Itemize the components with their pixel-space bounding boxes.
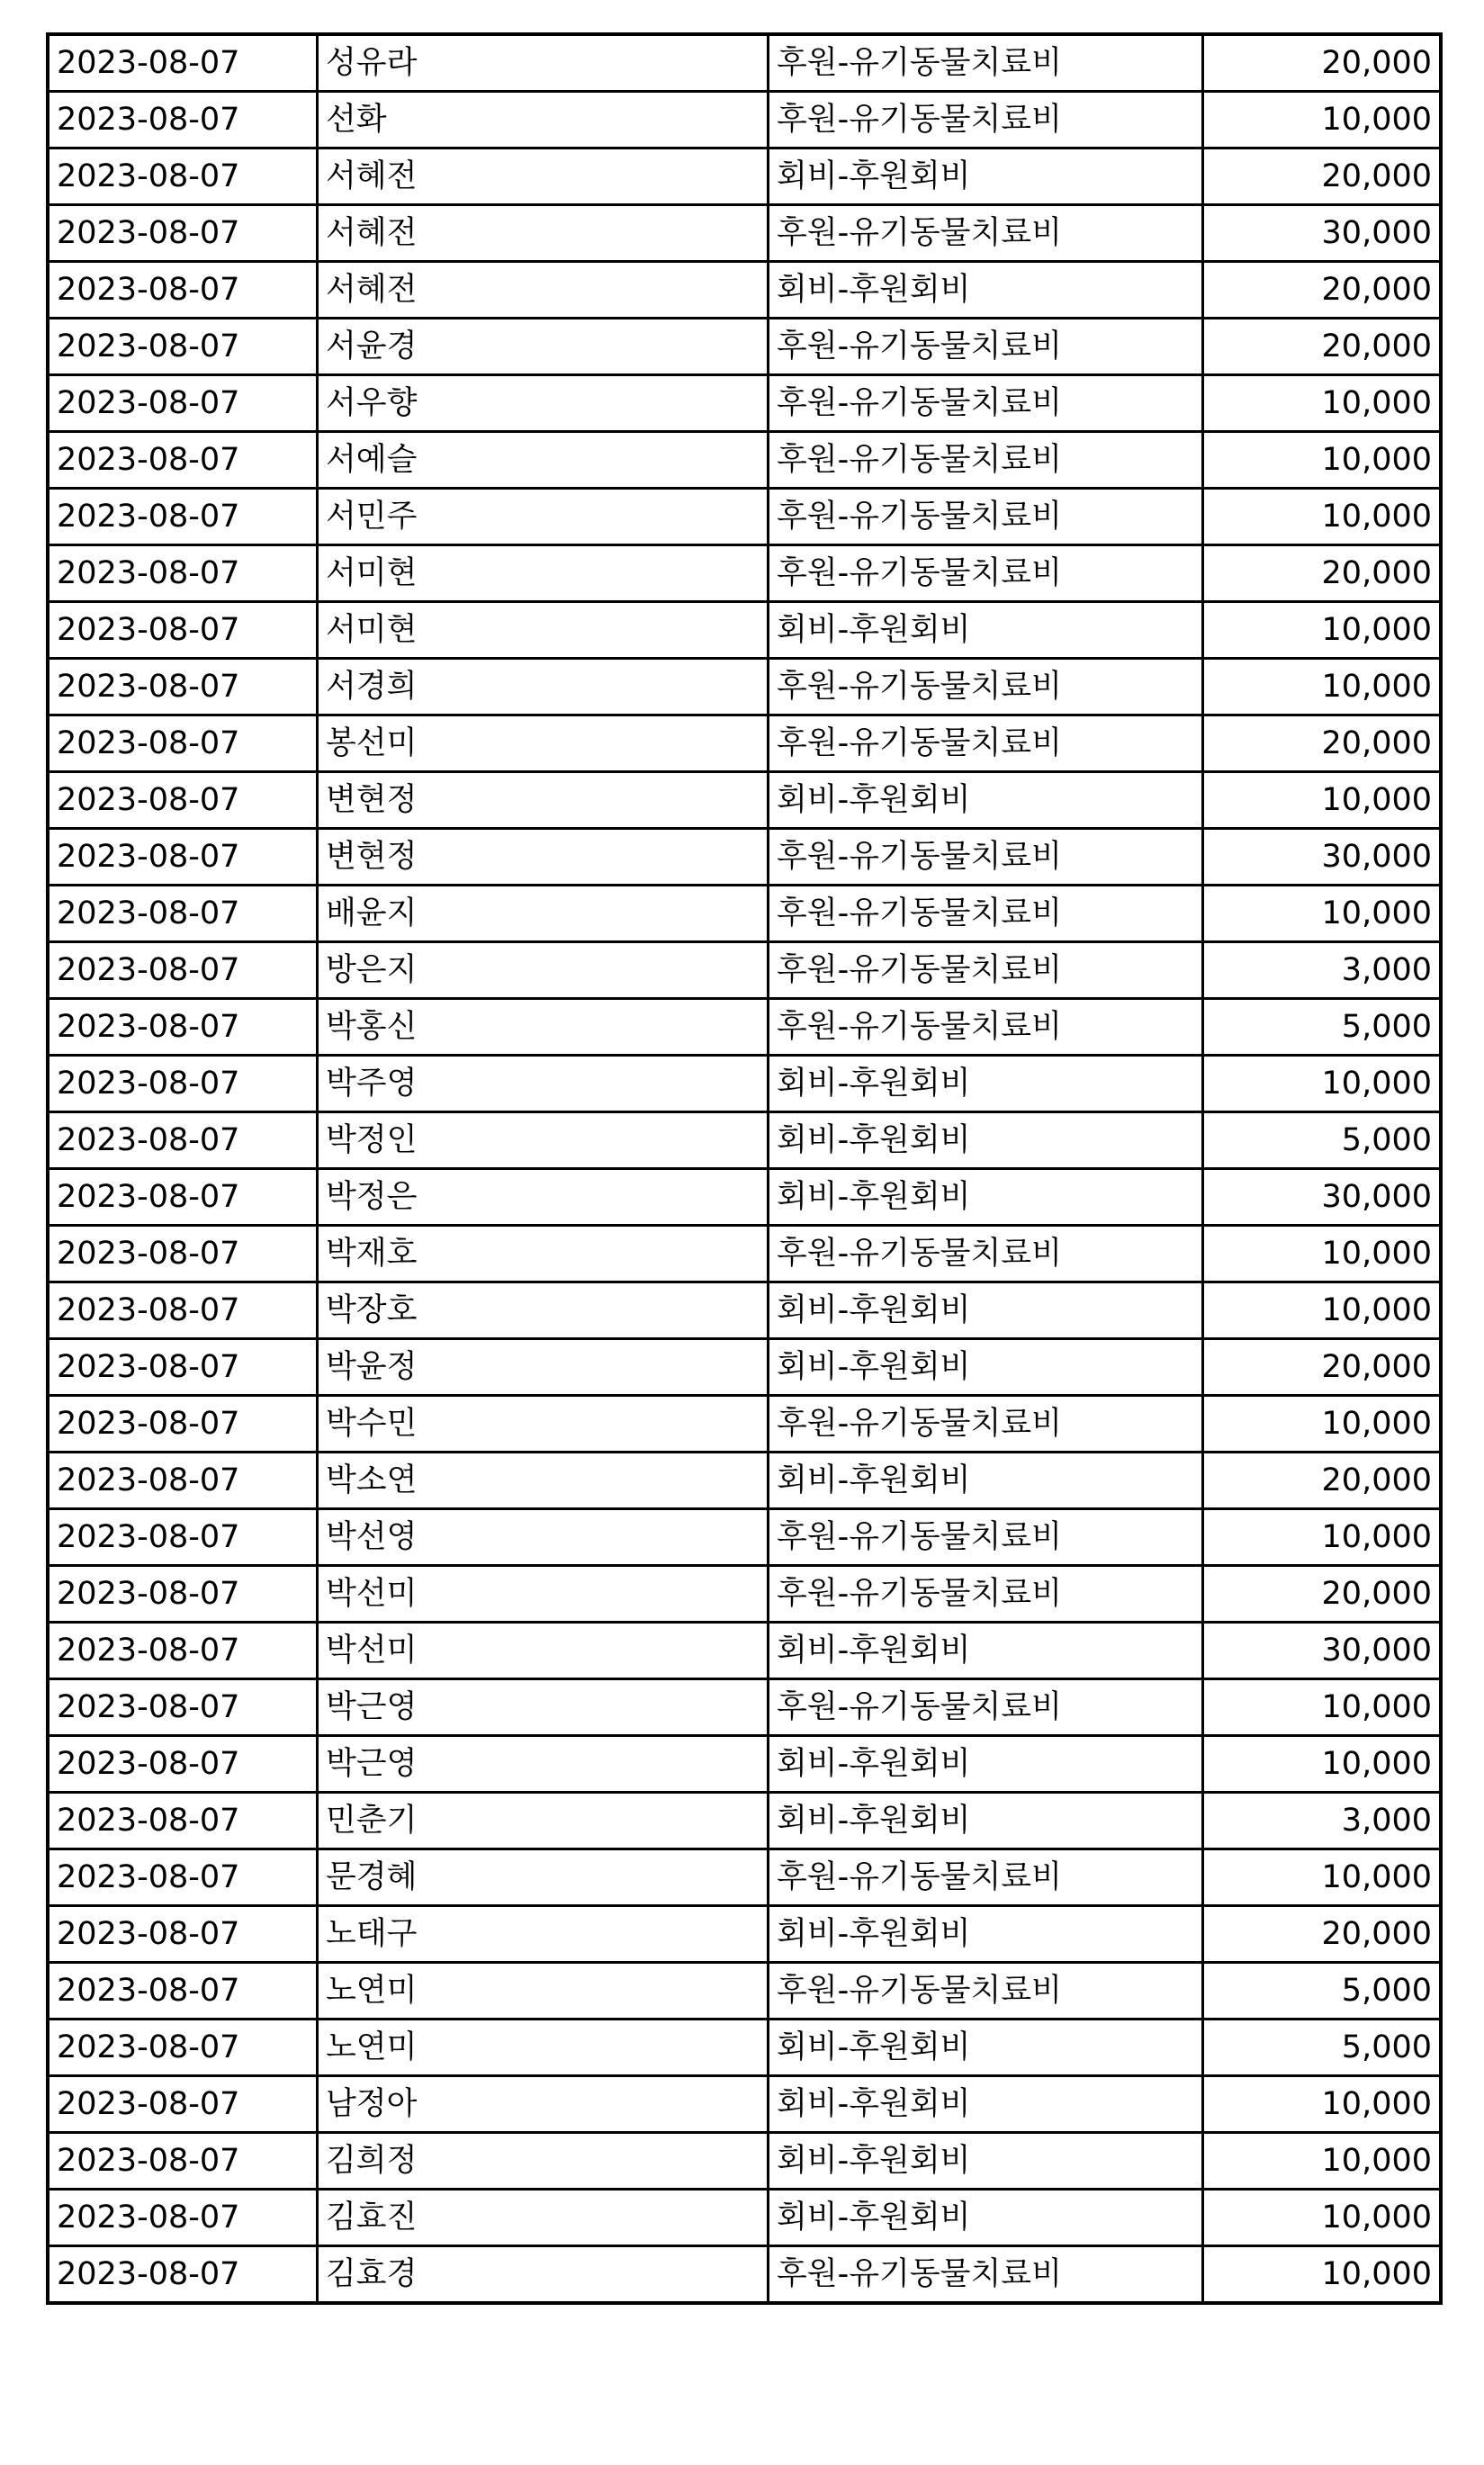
category-cell: 후원-유기동물치료비 bbox=[769, 1396, 1203, 1453]
date-cell: 2023-08-07 bbox=[48, 489, 318, 545]
date-cell: 2023-08-07 bbox=[48, 1453, 318, 1509]
table-row bbox=[48, 772, 1441, 829]
category-cell: 후원-유기동물치료비 bbox=[769, 34, 1203, 92]
date-cell: 2023-08-07 bbox=[48, 886, 318, 942]
donor-name-cell: 박홍신 bbox=[318, 999, 769, 1056]
amount-cell: 5,000 bbox=[1203, 1963, 1442, 2020]
table-row bbox=[48, 2246, 1441, 2304]
date-cell: 2023-08-07 bbox=[48, 602, 318, 659]
donor-name-cell: 박정인 bbox=[318, 1112, 769, 1169]
date-cell: 2023-08-07 bbox=[48, 1906, 318, 1963]
donor-name-cell: 노연미 bbox=[318, 1963, 769, 2020]
category-cell: 후원-유기동물치료비 bbox=[769, 92, 1203, 148]
date-cell: 2023-08-07 bbox=[48, 1112, 318, 1169]
table-row bbox=[48, 92, 1441, 148]
date-cell: 2023-08-07 bbox=[48, 34, 318, 92]
amount-cell: 10,000 bbox=[1203, 772, 1442, 829]
amount-cell: 10,000 bbox=[1203, 489, 1442, 545]
donor-name-cell: 노태구 bbox=[318, 1906, 769, 1963]
date-cell: 2023-08-07 bbox=[48, 1566, 318, 1623]
donation-ledger-table bbox=[46, 32, 1443, 2305]
category-cell: 회비-후원회비 bbox=[769, 2133, 1203, 2190]
table-row bbox=[48, 1963, 1441, 2020]
category-cell: 회비-후원회비 bbox=[769, 1282, 1203, 1339]
category-cell: 회비-후원회비 bbox=[769, 602, 1203, 659]
table-row bbox=[48, 1226, 1441, 1282]
date-cell: 2023-08-07 bbox=[48, 1849, 318, 1906]
date-cell: 2023-08-07 bbox=[48, 92, 318, 148]
amount-cell: 10,000 bbox=[1203, 2246, 1442, 2304]
amount-cell: 10,000 bbox=[1203, 2076, 1442, 2133]
donor-name-cell: 서우향 bbox=[318, 375, 769, 432]
category-cell: 후원-유기동물치료비 bbox=[769, 375, 1203, 432]
table-row bbox=[48, 2020, 1441, 2076]
date-cell: 2023-08-07 bbox=[48, 1623, 318, 1679]
category-cell: 후원-유기동물치료비 bbox=[769, 886, 1203, 942]
category-cell: 후원-유기동물치료비 bbox=[769, 715, 1203, 772]
date-cell: 2023-08-07 bbox=[48, 148, 318, 205]
category-cell: 회비-후원회비 bbox=[769, 1736, 1203, 1793]
amount-cell: 10,000 bbox=[1203, 1849, 1442, 1906]
amount-cell: 10,000 bbox=[1203, 886, 1442, 942]
donor-name-cell: 서민주 bbox=[318, 489, 769, 545]
category-cell: 회비-후원회비 bbox=[769, 1339, 1203, 1396]
amount-cell: 20,000 bbox=[1203, 148, 1442, 205]
donor-name-cell: 성유라 bbox=[318, 34, 769, 92]
donor-name-cell: 서경희 bbox=[318, 659, 769, 715]
amount-cell: 10,000 bbox=[1203, 1509, 1442, 1566]
donor-name-cell: 박선영 bbox=[318, 1509, 769, 1566]
donor-name-cell: 서혜전 bbox=[318, 148, 769, 205]
amount-cell: 10,000 bbox=[1203, 602, 1442, 659]
donor-name-cell: 서예슬 bbox=[318, 432, 769, 489]
table-row bbox=[48, 375, 1441, 432]
amount-cell: 3,000 bbox=[1203, 1793, 1442, 1849]
table-row bbox=[48, 1793, 1441, 1849]
amount-cell: 20,000 bbox=[1203, 1453, 1442, 1509]
donor-name-cell: 선화 bbox=[318, 92, 769, 148]
date-cell: 2023-08-07 bbox=[48, 999, 318, 1056]
amount-cell: 10,000 bbox=[1203, 1679, 1442, 1736]
category-cell: 회비-후원회비 bbox=[769, 262, 1203, 319]
date-cell: 2023-08-07 bbox=[48, 1793, 318, 1849]
category-cell: 회비-후원회비 bbox=[769, 2190, 1203, 2246]
category-cell: 후원-유기동물치료비 bbox=[769, 829, 1203, 886]
donor-name-cell: 노연미 bbox=[318, 2020, 769, 2076]
category-cell: 후원-유기동물치료비 bbox=[769, 1679, 1203, 1736]
date-cell: 2023-08-07 bbox=[48, 1339, 318, 1396]
category-cell: 회비-후원회비 bbox=[769, 2020, 1203, 2076]
donor-name-cell: 서미현 bbox=[318, 602, 769, 659]
category-cell: 후원-유기동물치료비 bbox=[769, 942, 1203, 999]
donor-name-cell: 남정아 bbox=[318, 2076, 769, 2133]
donor-name-cell: 변현정 bbox=[318, 829, 769, 886]
table-row bbox=[48, 999, 1441, 1056]
amount-cell: 10,000 bbox=[1203, 375, 1442, 432]
date-cell: 2023-08-07 bbox=[48, 205, 318, 262]
table-row bbox=[48, 489, 1441, 545]
date-cell: 2023-08-07 bbox=[48, 2076, 318, 2133]
date-cell: 2023-08-07 bbox=[48, 2190, 318, 2246]
date-cell: 2023-08-07 bbox=[48, 1736, 318, 1793]
date-cell: 2023-08-07 bbox=[48, 545, 318, 602]
table-row bbox=[48, 1339, 1441, 1396]
date-cell: 2023-08-07 bbox=[48, 1963, 318, 2020]
category-cell: 후원-유기동물치료비 bbox=[769, 1226, 1203, 1282]
table-row bbox=[48, 1509, 1441, 1566]
category-cell: 후원-유기동물치료비 bbox=[769, 1963, 1203, 2020]
category-cell: 회비-후원회비 bbox=[769, 2076, 1203, 2133]
amount-cell: 5,000 bbox=[1203, 1112, 1442, 1169]
amount-cell: 10,000 bbox=[1203, 1226, 1442, 1282]
date-cell: 2023-08-07 bbox=[48, 942, 318, 999]
category-cell: 회비-후원회비 bbox=[769, 1169, 1203, 1226]
amount-cell: 30,000 bbox=[1203, 1623, 1442, 1679]
amount-cell: 20,000 bbox=[1203, 262, 1442, 319]
category-cell: 회비-후원회비 bbox=[769, 1453, 1203, 1509]
amount-cell: 10,000 bbox=[1203, 1056, 1442, 1112]
table-row bbox=[48, 1169, 1441, 1226]
table-row bbox=[48, 319, 1441, 375]
category-cell: 후원-유기동물치료비 bbox=[769, 545, 1203, 602]
amount-cell: 10,000 bbox=[1203, 1396, 1442, 1453]
amount-cell: 10,000 bbox=[1203, 1282, 1442, 1339]
category-cell: 후원-유기동물치료비 bbox=[769, 1509, 1203, 1566]
amount-cell: 20,000 bbox=[1203, 1339, 1442, 1396]
amount-cell: 10,000 bbox=[1203, 92, 1442, 148]
donor-name-cell: 박수민 bbox=[318, 1396, 769, 1453]
ledger-body bbox=[48, 34, 1441, 2303]
amount-cell: 20,000 bbox=[1203, 1566, 1442, 1623]
date-cell: 2023-08-07 bbox=[48, 829, 318, 886]
date-cell: 2023-08-07 bbox=[48, 772, 318, 829]
category-cell: 회비-후원회비 bbox=[769, 772, 1203, 829]
category-cell: 회비-후원회비 bbox=[769, 1112, 1203, 1169]
donor-name-cell: 배윤지 bbox=[318, 886, 769, 942]
category-cell: 후원-유기동물치료비 bbox=[769, 319, 1203, 375]
table-row bbox=[48, 829, 1441, 886]
date-cell: 2023-08-07 bbox=[48, 1679, 318, 1736]
donor-name-cell: 방은지 bbox=[318, 942, 769, 999]
date-cell: 2023-08-07 bbox=[48, 1396, 318, 1453]
table-row bbox=[48, 545, 1441, 602]
date-cell: 2023-08-07 bbox=[48, 375, 318, 432]
table-row bbox=[48, 1566, 1441, 1623]
amount-cell: 20,000 bbox=[1203, 545, 1442, 602]
table-row bbox=[48, 1112, 1441, 1169]
donor-name-cell: 서혜전 bbox=[318, 262, 769, 319]
category-cell: 후원-유기동물치료비 bbox=[769, 1566, 1203, 1623]
amount-cell: 10,000 bbox=[1203, 659, 1442, 715]
donor-name-cell: 박윤정 bbox=[318, 1339, 769, 1396]
table-row bbox=[48, 1679, 1441, 1736]
date-cell: 2023-08-07 bbox=[48, 319, 318, 375]
date-cell: 2023-08-07 bbox=[48, 1226, 318, 1282]
table-row bbox=[48, 1282, 1441, 1339]
amount-cell: 10,000 bbox=[1203, 2190, 1442, 2246]
category-cell: 회비-후원회비 bbox=[769, 1906, 1203, 1963]
table-row bbox=[48, 262, 1441, 319]
table-row bbox=[48, 1453, 1441, 1509]
table-row bbox=[48, 2133, 1441, 2190]
date-cell: 2023-08-07 bbox=[48, 432, 318, 489]
table-row bbox=[48, 1736, 1441, 1793]
date-cell: 2023-08-07 bbox=[48, 659, 318, 715]
category-cell: 후원-유기동물치료비 bbox=[769, 432, 1203, 489]
date-cell: 2023-08-07 bbox=[48, 715, 318, 772]
table-row bbox=[48, 886, 1441, 942]
amount-cell: 20,000 bbox=[1203, 1906, 1442, 1963]
amount-cell: 20,000 bbox=[1203, 34, 1442, 92]
category-cell: 회비-후원회비 bbox=[769, 1793, 1203, 1849]
donor-name-cell: 박선미 bbox=[318, 1623, 769, 1679]
donor-name-cell: 김효진 bbox=[318, 2190, 769, 2246]
donor-name-cell: 박정은 bbox=[318, 1169, 769, 1226]
donor-name-cell: 민춘기 bbox=[318, 1793, 769, 1849]
amount-cell: 10,000 bbox=[1203, 432, 1442, 489]
table-row bbox=[48, 1849, 1441, 1906]
donor-name-cell: 김희정 bbox=[318, 2133, 769, 2190]
table-row bbox=[48, 1906, 1441, 1963]
category-cell: 후원-유기동물치료비 bbox=[769, 1849, 1203, 1906]
date-cell: 2023-08-07 bbox=[48, 2133, 318, 2190]
amount-cell: 30,000 bbox=[1203, 1169, 1442, 1226]
table-row bbox=[48, 602, 1441, 659]
amount-cell: 20,000 bbox=[1203, 319, 1442, 375]
amount-cell: 3,000 bbox=[1203, 942, 1442, 999]
donor-name-cell: 박근영 bbox=[318, 1736, 769, 1793]
donor-name-cell: 문경혜 bbox=[318, 1849, 769, 1906]
donor-name-cell: 변현정 bbox=[318, 772, 769, 829]
amount-cell: 20,000 bbox=[1203, 715, 1442, 772]
date-cell: 2023-08-07 bbox=[48, 1509, 318, 1566]
date-cell: 2023-08-07 bbox=[48, 2020, 318, 2076]
category-cell: 회비-후원회비 bbox=[769, 148, 1203, 205]
table-row bbox=[48, 432, 1441, 489]
donor-name-cell: 박선미 bbox=[318, 1566, 769, 1623]
donor-name-cell: 박소연 bbox=[318, 1453, 769, 1509]
table-row bbox=[48, 659, 1441, 715]
category-cell: 후원-유기동물치료비 bbox=[769, 2246, 1203, 2304]
date-cell: 2023-08-07 bbox=[48, 1056, 318, 1112]
category-cell: 회비-후원회비 bbox=[769, 1056, 1203, 1112]
date-cell: 2023-08-07 bbox=[48, 1169, 318, 1226]
table-row bbox=[48, 1056, 1441, 1112]
donor-name-cell: 서윤경 bbox=[318, 319, 769, 375]
amount-cell: 10,000 bbox=[1203, 2133, 1442, 2190]
amount-cell: 30,000 bbox=[1203, 829, 1442, 886]
date-cell: 2023-08-07 bbox=[48, 1282, 318, 1339]
amount-cell: 5,000 bbox=[1203, 999, 1442, 1056]
category-cell: 회비-후원회비 bbox=[769, 1623, 1203, 1679]
category-cell: 후원-유기동물치료비 bbox=[769, 205, 1203, 262]
donor-name-cell: 봉선미 bbox=[318, 715, 769, 772]
donor-name-cell: 박재호 bbox=[318, 1226, 769, 1282]
amount-cell: 10,000 bbox=[1203, 1736, 1442, 1793]
table-row bbox=[48, 1396, 1441, 1453]
category-cell: 후원-유기동물치료비 bbox=[769, 999, 1203, 1056]
table-row bbox=[48, 2076, 1441, 2133]
category-cell: 후원-유기동물치료비 bbox=[769, 659, 1203, 715]
date-cell: 2023-08-07 bbox=[48, 2246, 318, 2304]
donor-name-cell: 서미현 bbox=[318, 545, 769, 602]
table-row bbox=[48, 715, 1441, 772]
table-row bbox=[48, 148, 1441, 205]
donor-name-cell: 김효경 bbox=[318, 2246, 769, 2304]
donor-name-cell: 박근영 bbox=[318, 1679, 769, 1736]
table-row bbox=[48, 205, 1441, 262]
donor-name-cell: 서혜전 bbox=[318, 205, 769, 262]
table-row bbox=[48, 2190, 1441, 2246]
donor-name-cell: 박장호 bbox=[318, 1282, 769, 1339]
date-cell: 2023-08-07 bbox=[48, 262, 318, 319]
table-row bbox=[48, 942, 1441, 999]
table-row bbox=[48, 1623, 1441, 1679]
category-cell: 후원-유기동물치료비 bbox=[769, 489, 1203, 545]
donor-name-cell: 박주영 bbox=[318, 1056, 769, 1112]
amount-cell: 30,000 bbox=[1203, 205, 1442, 262]
table-row bbox=[48, 34, 1441, 92]
amount-cell: 5,000 bbox=[1203, 2020, 1442, 2076]
